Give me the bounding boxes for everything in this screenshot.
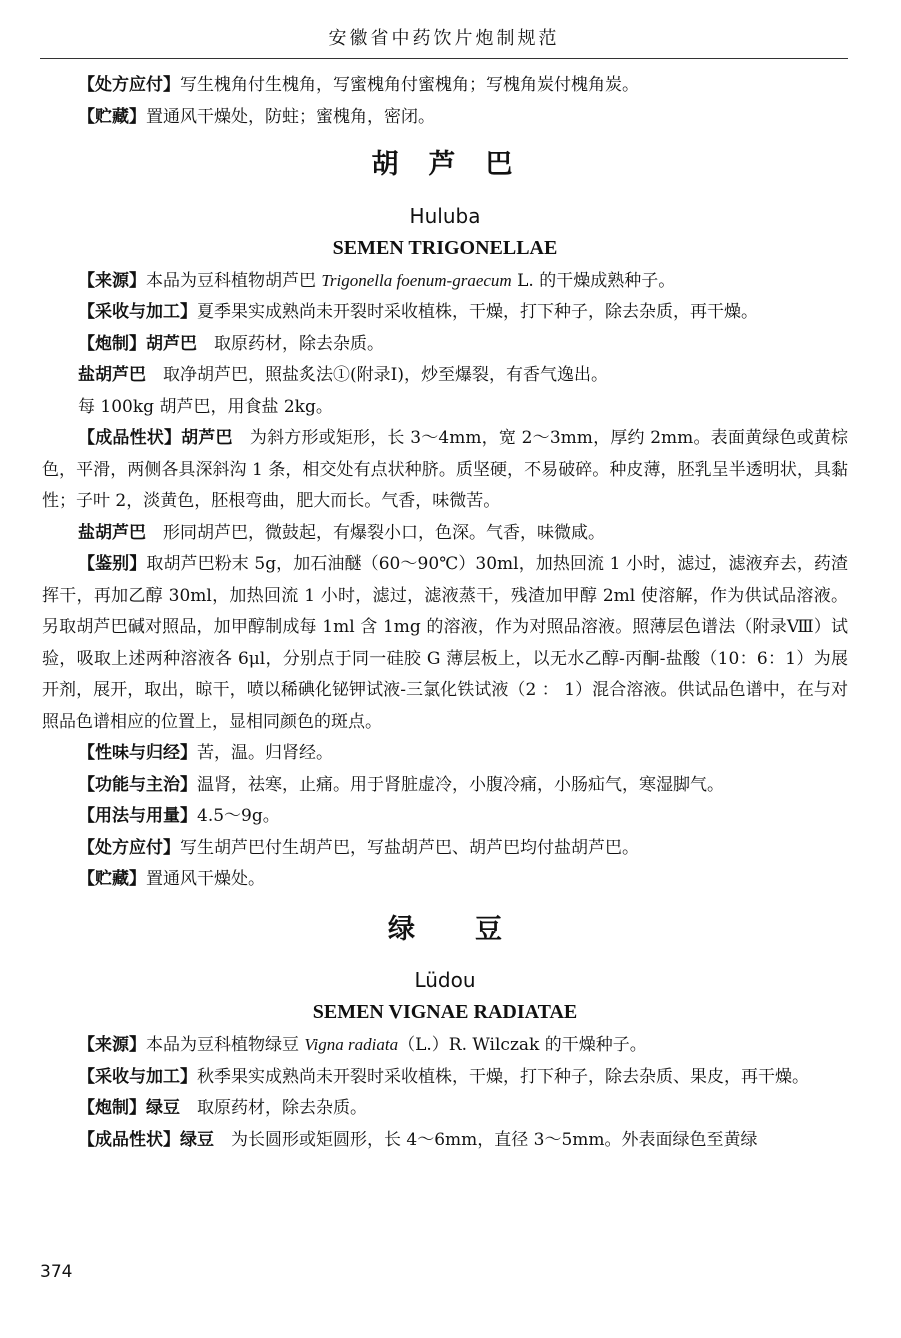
prev-rx-paragraph [42,70,848,102]
item-name: 胡芦巴 [146,333,197,354]
huluba-characteristics [42,423,848,518]
section-label: 【炮制】 [78,1098,146,1118]
huluba-function [42,770,848,802]
paragraph-text: 秋季果实成熟尚未开裂时采收植株，干燥，打下种子，除去杂质、果皮，再干燥。 [197,1066,809,1087]
section-label: 【性味与归经】 [78,743,197,763]
section-label: 【处方应付】 [78,837,180,858]
header-rule [40,58,848,59]
section-label: 【贮藏】 [78,106,146,127]
paragraph-text: 形同胡芦巴，微鼓起，有爆裂小口，色深。气香，味微咸。 [146,522,605,543]
paragraph-text: L. 的干燥成熟种子。 [511,270,676,291]
paragraph-text: 取胡芦巴粉末 5g，加石油醚（60～90℃）30ml，加热回流 1 小时，滤过，滤液弃去，药渣挥干，再加乙醇 30ml，加热回流 1 小时，滤过，滤液蒸干，残渣加甲醇 2ml 使溶解，作为供试品溶液。另取胡芦巴碱对照品，加甲醇制成每 1ml 含 1mg 的溶液，作为对照品溶液。照薄层色谱法（附录Ⅷ）试验，吸取上述两种溶液各 6μl，分别点于同一硅胶 G 薄层板上，以无水乙醇-丙酮-盐酸（10：6：1）为展开剂，展开，取出，晾干，喷以稀碘化铋钾试液-三氯化铁试液（2 ： 1）混合溶液。供试品色谱中，在与对照品色谱相应的位置上，显相同颜色的斑点。 [42,554,848,732]
entry-latin-huluba: SEMEN TRIGONELLAE [332,236,558,259]
latin-species-name: Trigonella foenum-graecum [321,270,512,290]
paragraph-text: 本品为豆科植物胡芦巴 [146,270,322,291]
paragraph-text: 写生胡芦巴付生胡芦巴，写盐胡芦巴、胡芦巴均付盐胡芦巴。 [180,837,639,858]
section-label: 【鉴别】 [78,554,147,574]
section-label: 【用法与用量】 [78,806,197,826]
huluba-storage [42,864,848,896]
paragraph-text: 置通风干燥处。 [146,869,265,889]
paragraph-text: 置通风干燥处，防蛀；蜜槐角，密闭。 [146,106,435,127]
huluba-prescription [42,833,848,865]
item-name: 胡芦巴 [181,428,233,448]
huluba-source [42,265,848,298]
paragraph-text: 取原药材，除去杂质。 [180,1098,367,1118]
item-name: 盐胡芦巴 [78,522,146,543]
section-label: 【采收与加工】 [78,1066,197,1087]
item-name: 绿豆 [146,1098,180,1118]
page-body [42,70,848,1156]
huluba-identification [42,549,848,738]
entry-title-lvdou: 绿豆 [388,913,562,945]
section-label: 【成品性状】 [78,1129,180,1150]
running-header: 安徽省中药饮片炮制规范 [328,28,560,49]
section-label: 【来源】 [78,1035,146,1055]
huluba-processing [42,329,848,361]
section-label: 【成品性状】 [78,428,182,448]
lvdou-source [42,1029,848,1062]
huluba-taste [42,738,848,770]
paragraph-text: 夏季果实成熟尚未开裂时采收植株，干燥，打下种子，除去杂质，再干燥。 [197,302,758,322]
section-label: 【炮制】 [78,333,146,354]
huluba-usage [42,801,848,833]
section-label: 【处方应付】 [78,75,180,95]
paragraph-text: 写生槐角付生槐角，写蜜槐角付蜜槐角；写槐角炭付槐角炭。 [180,75,639,95]
page-number: 374 [40,1262,73,1282]
item-name: 盐胡芦巴 [78,365,146,385]
paragraph-text: 4.5～9g。 [197,806,280,826]
section-label: 【功能与主治】 [78,774,197,795]
entry-pinyin-lvdou: Lüdou [414,968,476,992]
lvdou-harvest [42,1062,848,1094]
paragraph-text: 温肾，祛寒，止痛。用于肾脏虚冷，小腹冷痛，小肠疝气，寒湿脚气。 [197,774,724,795]
entry-pinyin-huluba: Huluba [409,203,481,228]
huluba-salt-characteristics [42,518,848,550]
paragraph-text: （L.）R. Wilczak 的干燥种子。 [398,1035,647,1055]
prev-storage-paragraph [42,102,848,134]
paragraph-text: 苦，温。归肾经。 [197,743,333,763]
lvdou-characteristics [42,1125,848,1157]
lvdou-processing [42,1093,848,1125]
section-label: 【来源】 [78,270,146,291]
entry-title-huluba: 胡芦巴 [371,149,543,180]
paragraph-text: 取净胡芦巴，照盐炙法①(附录Ⅰ)，炒至爆裂，有香气逸出。 [146,365,608,385]
huluba-salt-processing [42,360,848,392]
huluba-salt-dose: 每 100kg 胡芦巴，用食盐 2kg。 [78,396,333,417]
item-name: 绿豆 [180,1129,214,1150]
section-label: 【贮藏】 [78,869,146,889]
paragraph-text: 取原药材，除去杂质。 [197,333,384,354]
section-label: 【采收与加工】 [78,302,197,322]
huluba-harvest [42,297,848,329]
paragraph-text: 本品为豆科植物绿豆 [146,1035,305,1055]
paragraph-text: 为斜方形或矩形，长 3～4mm，宽 2～3mm，厚约 2mm。表面黄绿色或黄棕色，平滑，两侧各具深斜沟 1 条，相交处有点状种脐。质坚硬，不易破碎。种皮薄，胚乳呈半透明状，具黏性；子叶 2，淡黄色，胚根弯曲，肥大而长。气香，味微苦。 [42,428,849,511]
paragraph-text: 为长圆形或矩圆形，长 4～6mm，直径 3～5mm。外表面绿色至黄绿 [214,1129,758,1150]
entry-latin-lvdou: SEMEN VIGNAE RADIATAE [312,1001,578,1023]
latin-species-name: Vigna radiata [304,1035,399,1054]
